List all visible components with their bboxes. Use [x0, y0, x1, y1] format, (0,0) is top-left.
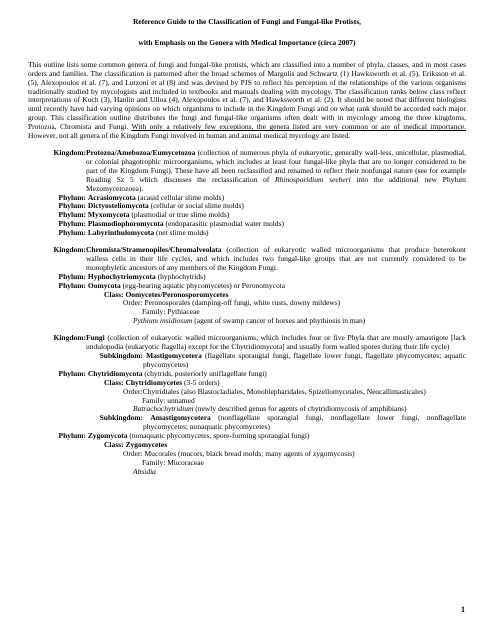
- phylum-desc: (acasid cellular slime molds): [137, 192, 225, 202]
- phylum-row: [28, 432, 466, 441]
- phylum-name: Chytridiomycota: [87, 368, 143, 378]
- order-desc: Mucorales (mucors, black bread molds; many agents of zygomycosis): [144, 448, 355, 458]
- phylum-label: Phylum:: [58, 368, 86, 378]
- order-desc: Peronosporales (damping-off fungi, white rusts, downy mildews): [144, 298, 341, 308]
- family-row: [28, 459, 466, 468]
- kingdom-protozoa-entry: [28, 149, 466, 194]
- genus-row: [28, 468, 466, 477]
- family-label: Family:: [142, 457, 166, 467]
- kingdom-chromista-entry: [28, 246, 466, 273]
- subkingdom-entry: [28, 352, 466, 370]
- subkingdom-name: Amastigomycotera: [150, 413, 211, 423]
- kingdom-name: Chromista/Stramenopiles/Chromalveolata: [86, 245, 222, 255]
- document-page: [28, 18, 466, 477]
- intro-text-1: This outline lists some common genera of fungi and fungal-like protists, which are classified into a number of phyla, classes, and in most cases orders and families. The classification is patterned after the broad schemes of Margulis and Schwartz (1) Hawksworth et al. (5), Eriksson et al. (5), Alexopoulos et al. (7), and Lutzoni et al (8) and was devised by PJS to reflect his perception of the relationships of the various organisms traditionally studied by mycologists and included in textbooks and manuals dealing with mycology. The classification ranks below class reflect interpretations of Koch (3), Hanlin and Ulloa (4), Alexopoulos et al. (7), and Hawksworth et al. (2). It should be noted that different biologists until recently have had varying opinions on which organisms to include in the Kingdom Fungi and on what rank should be accorded each major group. This classification outline distributes the fungi and fungal-like organisms often dealt with in mycology among the three kingdoms, Protozoa, Chromista and Fungi.: [28, 59, 466, 132]
- order-label: Order:: [123, 298, 143, 308]
- order-label: Order:: [123, 386, 143, 396]
- species-name: Pythium insidiosum: [133, 316, 193, 326]
- class-label: Class:: [104, 377, 124, 387]
- phylum-row: [28, 229, 466, 238]
- phylum-desc: (nonaquatic phycomycetes, spore-forming sporangial fungi): [129, 431, 310, 441]
- phylum-desc: (cellular or social slime molds): [150, 201, 244, 211]
- phylum-label: Phylum:: [58, 201, 86, 211]
- phylum-desc: (hyphochytrids): [157, 271, 206, 281]
- class-name: Oomycetes/Peronosporomycetes: [125, 289, 229, 299]
- genus-desc: (newly described genus for agents of chytridiomycosis of amphibians): [195, 404, 407, 414]
- phylum-label: Phylum:: [58, 280, 86, 290]
- kingdom-chromista-section: [28, 246, 466, 326]
- kingdom-desc-b: into the additional new Phylum Mezomycetozoea).: [86, 174, 466, 193]
- family-label: Family:: [142, 395, 166, 405]
- kingdom-name: Protozoa/Amebozoa/Eumycetozoa: [86, 147, 196, 157]
- phylum-row: [28, 370, 466, 379]
- class-label: Class:: [104, 440, 124, 450]
- phylum-name: Plasmodiophoromycota: [87, 219, 164, 229]
- subkingdom-entry: [28, 414, 466, 432]
- subkingdom-desc: (nonflagellate sporangial fungi, nonflagellate lower fungi, nonflagellate phycomycetes; nonaquatic phycomycetes): [143, 413, 467, 432]
- phylum-label: Phylum:: [58, 219, 86, 229]
- kingdom-desc: (collection of eukaryotic walled microorganisms, which includes four or five Phyla that are mostly amastigote [lack undulopodia (eukaryotic flagella) except for the Chytridiomycota] and usually form walled spores during their life cycle): [86, 333, 467, 352]
- phylum-label: Phylum:: [58, 228, 86, 238]
- genus-name: Absidia: [133, 466, 156, 476]
- order-desc: Chytridiales (also Blastocladiales, Monoblepharidales, Spizellomycetales, Neocallimasticales): [142, 386, 426, 396]
- phylum-name: Oomycota: [87, 280, 121, 290]
- kingdom-desc-italic: Rhinosporidium seeberi: [275, 174, 351, 184]
- phylum-name: Hyphochytriomycota: [87, 271, 156, 281]
- class-name: Zygomycetes: [125, 440, 168, 450]
- class-desc: (3-5 orders): [184, 377, 220, 387]
- phylum-desc: (net slime molds): [156, 228, 209, 238]
- subkingdom-label: Subkingdom:: [99, 413, 143, 423]
- intro-underlined-text: With only a relatively few exceptions, the genera listed are very common or are of medical importance.: [131, 122, 466, 132]
- species-row: [28, 317, 466, 326]
- phylum-label: Phylum:: [58, 210, 86, 220]
- family-desc: unnamed: [167, 395, 195, 405]
- page-number: 1: [461, 605, 465, 614]
- subkingdom-label: Subkingdom:: [99, 351, 143, 360]
- document-title-line-2: with Emphasis on the Genera with Medical Importance (circa 2007): [138, 37, 356, 47]
- phylum-label: Phylum:: [58, 192, 86, 202]
- kingdom-desc: (collection of eukaryotic walled microorganisms that produce heterokont walless cells in their life cycles, and which includes two fungal-like groups that are not currently considered to be monophyletic ancestors of any members of the Kingdom Fungi.: [86, 245, 467, 272]
- phylum-name: Labyrinthulomycota: [87, 228, 155, 238]
- phylum-name: Myxomycota: [87, 210, 130, 220]
- kingdom-label: Kingdom:: [53, 147, 86, 157]
- class-name: Chytridiomycetes: [125, 377, 183, 387]
- family-desc: Mucoraceae: [167, 457, 204, 467]
- subkingdom-desc: (flagellate sporangial fungi, flagellate lower fungi, flagellate phycomycetes; aquatic phycomycetes): [143, 351, 466, 369]
- family-label: Family:: [142, 307, 166, 317]
- species-desc: (agent of swamp cancer of horses and phythiosis in man): [194, 316, 366, 326]
- phylum-row: [28, 282, 466, 291]
- phylum-label: Phylum:: [58, 431, 86, 441]
- phylum-name: Dictyosteliomycota: [87, 201, 149, 211]
- phylum-desc: (endoparasitic plasmodial water molds): [165, 219, 284, 229]
- kingdom-desc-a: (collection of numerous phyla of eukaryotic, generally wall-less, unicellular, plasmodial, or colonial phagotrophic microorganisms, which includes at least four fungal-like phyla that are no longer considered to be part of the Kingdom Fungi). These have all been reclassified and renamed to reflect their nonfungal nature (see for example Reading Sz 5 which discusses the reclassification of: [86, 147, 466, 184]
- phylum-name: Acrasiomycota: [87, 192, 136, 202]
- intro-paragraph: [28, 61, 466, 141]
- document-title-line-1: Reference Guide to the Classification of Fungi and Fungal-like Protists,: [132, 17, 362, 26]
- subkingdom-name: Mastigomycotera: [146, 351, 202, 360]
- phylum-desc: (egg-bearing aquatic phycomycetes) or Peronomycota: [122, 280, 286, 290]
- order-row: [28, 450, 466, 459]
- class-label: Class:: [104, 289, 124, 299]
- genus-name: Batrachochytridium: [133, 404, 194, 414]
- phylum-desc: (plasmodial or true slime molds): [131, 210, 230, 220]
- phylum-desc: (chytrids, posteriorly uniflagellate fungi): [144, 368, 267, 378]
- intro-text-2: However, not all genera of the Kingdom Fungi involved in human and animal medical mycology are listed.: [28, 131, 351, 141]
- kingdom-fungi-entry: [28, 334, 466, 352]
- kingdom-protozoa-section: [28, 149, 466, 238]
- order-row: [28, 299, 466, 308]
- kingdom-fungi-section: [28, 334, 466, 477]
- kingdom-name: Fungi: [86, 333, 105, 343]
- kingdom-label: Kingdom:: [53, 333, 86, 343]
- family-desc: Pythiaceae: [167, 307, 200, 317]
- phylum-label: Phylum:: [58, 271, 86, 281]
- order-row: [28, 388, 466, 397]
- kingdom-label: Kingdom:: [53, 245, 86, 255]
- phylum-name: Zygomycota: [87, 431, 128, 441]
- order-label: Order:: [123, 448, 143, 458]
